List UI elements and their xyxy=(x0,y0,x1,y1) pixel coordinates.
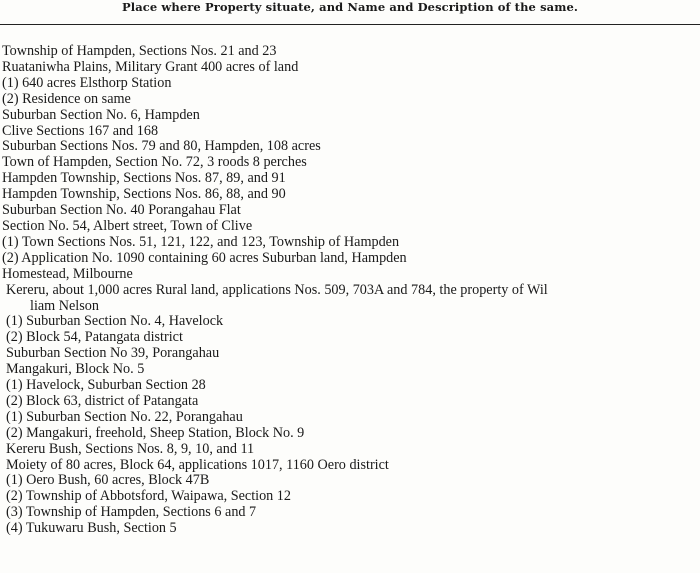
list-item: (2) Application No. 1090 containing 60 acres Suburban land, Hampden xyxy=(2,250,407,266)
list-item: (1) Oero Bush, 60 acres, Block 47B xyxy=(6,473,210,489)
list-item: Clive Sections 167 and 168 xyxy=(2,123,159,139)
list-item: Moiety of 80 acres, Block 64, applications 1017, 1160 Oero district xyxy=(6,457,389,473)
list-item: Ruataniwha Plains, Military Grant 400 acres of land xyxy=(2,59,299,75)
list-item: (2) Block 63, district of Patangata xyxy=(6,393,199,409)
list-item: Mangakuri, Block No. 5 xyxy=(6,362,145,378)
list-item: (3) Township of Hampden, Sections 6 and 7 xyxy=(6,505,257,521)
list-item: (1) Suburban Section No. 22, Porangahau xyxy=(6,409,243,425)
list-item: (1) Town Sections Nos. 51, 121, 122, and 123, Township of Hampden xyxy=(2,234,400,250)
property-list xyxy=(2,44,698,537)
list-item: (1) 640 acres Elsthorp Station xyxy=(2,75,172,91)
list-item: (4) Tukuwaru Bush, Section 5 xyxy=(6,521,177,537)
list-item: Section No. 54, Albert street, Town of Clive xyxy=(2,218,253,234)
list-item: (2) Mangakuri, freehold, Sheep Station, Block No. 9 xyxy=(6,425,305,441)
list-item: (2) Block 54, Patangata district xyxy=(6,330,183,346)
list-item: Hampden Township, Sections Nos. 86, 88, and 90 xyxy=(2,187,286,203)
list-item: (2) Residence on same xyxy=(2,91,131,107)
list-item: Suburban Section No 39, Porangahau xyxy=(6,346,220,362)
list-item: Homestead, Milbourne xyxy=(2,266,133,282)
list-item-continuation: liam Nelson xyxy=(30,298,99,314)
list-item: (2) Township of Abbotsford, Waipawa, Section 12 xyxy=(6,489,291,505)
list-item: Suburban Section No. 40 Porangahau Flat xyxy=(2,203,241,219)
list-item: (1) Havelock, Suburban Section 28 xyxy=(6,378,206,394)
list-item: Kereru Bush, Sections Nos. 8, 9, 10, and 11 xyxy=(6,441,255,457)
list-item: Kereru, about 1,000 acres Rural land, applications Nos. 509, 703A and 784, the property of Wil xyxy=(6,282,548,298)
list-item: (1) Suburban Section No. 4, Havelock xyxy=(6,314,224,330)
list-item: Township of Hampden, Sections Nos. 21 and 23 xyxy=(2,44,277,59)
list-item: Suburban Sections Nos. 79 and 80, Hampden, 108 acres xyxy=(2,139,321,155)
column-header: Place where Property situate, and Name and Description of the same. xyxy=(122,0,578,14)
list-item: Town of Hampden, Section No. 72, 3 roods 8 perches xyxy=(2,155,307,171)
list-item: Suburban Section No. 6, Hampden xyxy=(2,107,200,123)
header-rule xyxy=(0,24,700,25)
list-item: Hampden Township, Sections Nos. 87, 89, and 91 xyxy=(2,171,286,187)
